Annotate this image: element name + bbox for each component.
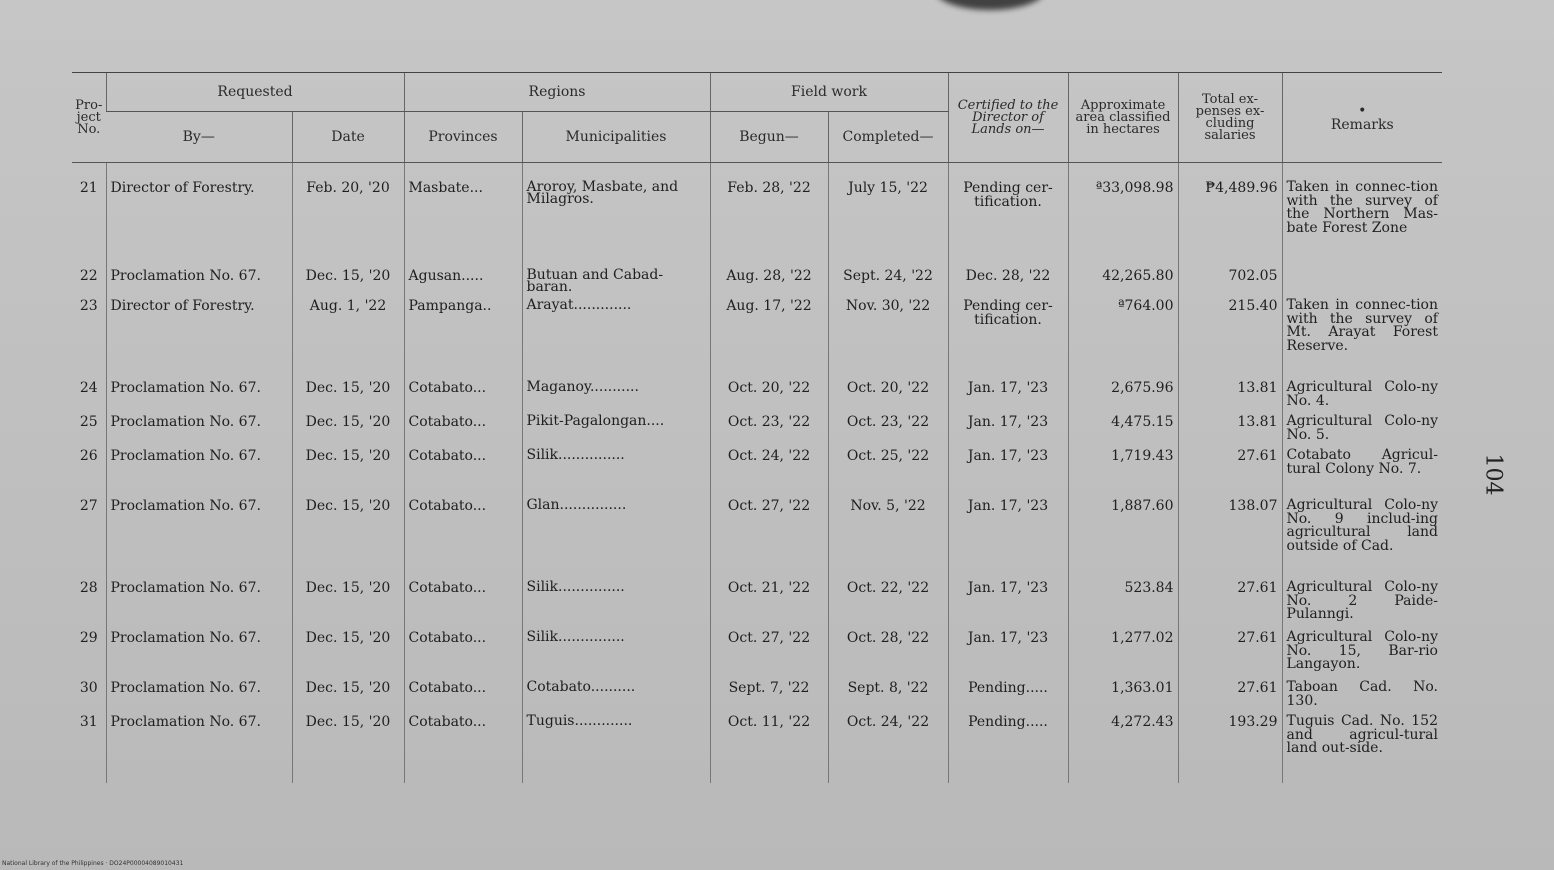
cell-completed: July 15, '22 xyxy=(828,179,948,267)
cell-municipality: Maganoy........... xyxy=(522,379,710,413)
cell-remarks: Agricultural Colo-ny No. 5. xyxy=(1282,413,1442,447)
cell-begun: Oct. 27, '22 xyxy=(710,629,828,679)
cell-requested-date: Dec. 15, '20 xyxy=(292,413,404,447)
cell-begun: Oct. 11, '22 xyxy=(710,713,828,783)
cell-certified: Pending..... xyxy=(948,713,1068,783)
cell-completed: Oct. 20, '22 xyxy=(828,379,948,413)
page-number: 104 xyxy=(1480,453,1506,496)
table-row xyxy=(72,379,1442,413)
cell-requested-date: Dec. 15, '20 xyxy=(292,713,404,783)
cell-expenses: 27.61 xyxy=(1178,579,1282,629)
cell-municipality: Silik............... xyxy=(522,629,710,679)
cell-expenses: 27.61 xyxy=(1178,447,1282,497)
remarks-label: Remarks xyxy=(1330,116,1394,133)
cell-requested-date: Dec. 15, '20 xyxy=(292,447,404,497)
table-row xyxy=(72,447,1442,497)
cell-requested-by: Proclamation No. 67. xyxy=(106,497,292,579)
cell-project-no: 27 xyxy=(79,498,98,514)
cell-project-no: 24 xyxy=(79,380,98,396)
header-municipalities: Municipalities xyxy=(522,112,710,163)
cell-area: 42,265.80 xyxy=(1068,267,1178,297)
header-provinces: Provinces xyxy=(404,112,522,163)
cell-begun: Sept. 7, '22 xyxy=(710,679,828,713)
cell-begun: Aug. 28, '22 xyxy=(710,267,828,297)
cell-municipality: Tuguis............. xyxy=(522,713,710,783)
cell-area: 1,719.43 xyxy=(1068,447,1178,497)
header-requested: Requested xyxy=(106,73,404,112)
cell-completed: Oct. 23, '22 xyxy=(828,413,948,447)
cell-completed: Oct. 25, '22 xyxy=(828,447,948,497)
cell-completed: Oct. 24, '22 xyxy=(828,713,948,783)
cell-certified: Pending cer-tification. xyxy=(948,179,1068,267)
cell-province: Cotabato... xyxy=(404,413,522,447)
cell-requested-by: Proclamation No. 67. xyxy=(106,379,292,413)
cell-municipality: Glan............... xyxy=(522,497,710,579)
cell-certified: Pending..... xyxy=(948,679,1068,713)
cell-requested-date: Dec. 15, '20 xyxy=(292,579,404,629)
cell-certified: Jan. 17, '23 xyxy=(948,497,1068,579)
header-regions: Regions xyxy=(404,73,710,112)
header-completed: Completed— xyxy=(828,112,948,163)
cell-expenses: 13.81 xyxy=(1178,413,1282,447)
cell-certified: Dec. 28, '22 xyxy=(948,267,1068,297)
cell-municipality: Arayat............. xyxy=(522,297,710,379)
cell-expenses: 27.61 xyxy=(1178,629,1282,679)
cell-certified: Jan. 17, '23 xyxy=(948,629,1068,679)
cell-area: 4,272.43 xyxy=(1068,713,1178,783)
cell-remarks: Taken in connec-tion with the survey of the Northern Mas-bate Forest Zone xyxy=(1282,179,1442,267)
cell-certified: Jan. 17, '23 xyxy=(948,447,1068,497)
cell-expenses: 193.29 xyxy=(1178,713,1282,783)
cell-area: 523.84 xyxy=(1068,579,1178,629)
cell-project-no: 30 xyxy=(79,680,98,696)
cell-begun: Oct. 23, '22 xyxy=(710,413,828,447)
cell-area: 1,277.02 xyxy=(1068,629,1178,679)
cell-area: 1,887.60 xyxy=(1068,497,1178,579)
cell-project-no: 26 xyxy=(79,448,98,464)
cell-expenses: 27.61 xyxy=(1178,679,1282,713)
cell-area: ª33,098.98 xyxy=(1068,179,1178,267)
cell-project-no: 28 xyxy=(79,580,98,596)
cell-requested-by: Proclamation No. 67. xyxy=(106,447,292,497)
header-expenses: Total ex-penses ex-cluding salaries xyxy=(1178,73,1282,163)
cell-project-no: 25 xyxy=(79,414,98,430)
cell-municipality: Butuan and Cabad-baran. xyxy=(522,267,710,297)
cell-begun: Oct. 24, '22 xyxy=(710,447,828,497)
header-begun: Begun— xyxy=(710,112,828,163)
header-by: By— xyxy=(106,112,292,163)
table-row xyxy=(72,579,1442,629)
cell-expenses: 215.40 xyxy=(1178,297,1282,379)
cell-province: Pampanga.. xyxy=(404,297,522,379)
cell-remarks: Cotabato Agricul-tural Colony No. 7. xyxy=(1282,447,1442,497)
remarks-bullet: • xyxy=(1358,102,1367,119)
header-area: Approximate area classified in hectares xyxy=(1068,73,1178,163)
cell-remarks: Agricultural Colo-ny No. 4. xyxy=(1282,379,1442,413)
table-body xyxy=(72,163,1442,784)
cell-requested-by: Proclamation No. 67. xyxy=(106,629,292,679)
cell-requested-date: Dec. 15, '20 xyxy=(292,629,404,679)
header-certified: Certified to the Director of Lands on— xyxy=(948,73,1068,163)
header-project-no: Pro-ject No. xyxy=(72,73,106,163)
cell-requested-date: Aug. 1, '22 xyxy=(292,297,404,379)
cell-project-no: 23 xyxy=(79,298,98,314)
cell-municipality: Silik............... xyxy=(522,579,710,629)
cell-province: Agusan..... xyxy=(404,267,522,297)
credit-line: National Library of the Philippines · DO24P00004089010431 xyxy=(2,860,184,867)
cell-remarks: Taboan Cad. No. 130. xyxy=(1282,679,1442,713)
table-row xyxy=(72,629,1442,679)
cell-province: Cotabato... xyxy=(404,579,522,629)
cell-certified: Jan. 17, '23 xyxy=(948,413,1068,447)
table-row xyxy=(72,267,1442,297)
cell-completed: Sept. 24, '22 xyxy=(828,267,948,297)
cell-certified: Jan. 17, '23 xyxy=(948,379,1068,413)
cell-requested-by: Proclamation No. 67. xyxy=(106,713,292,783)
header-field-work: Field work xyxy=(710,73,948,112)
cell-remarks: Tuguis Cad. No. 152 and agricul-tural land out-side. xyxy=(1282,713,1442,783)
cell-requested-date: Feb. 20, '20 xyxy=(292,179,404,267)
cell-area: 4,475.15 xyxy=(1068,413,1178,447)
header-date: Date xyxy=(292,112,404,163)
cell-province: Cotabato... xyxy=(404,629,522,679)
cell-province: Cotabato... xyxy=(404,497,522,579)
cell-requested-by: Proclamation No. 67. xyxy=(106,579,292,629)
table-row xyxy=(72,497,1442,579)
cell-remarks xyxy=(1282,267,1442,297)
cell-completed: Sept. 8, '22 xyxy=(828,679,948,713)
cell-requested-by: Proclamation No. 67. xyxy=(106,413,292,447)
cell-project-no: 21 xyxy=(79,180,98,196)
cell-requested-date: Dec. 15, '20 xyxy=(292,379,404,413)
cell-begun: Oct. 27, '22 xyxy=(710,497,828,579)
cell-certified: Pending cer-tification. xyxy=(948,297,1068,379)
cell-municipality: Pikit-Pagalongan.... xyxy=(522,413,710,447)
cell-remarks: Agricultural Colo-ny No. 2 Paide-Pulanngi. xyxy=(1282,579,1442,629)
cell-begun: Feb. 28, '22 xyxy=(710,179,828,267)
cell-begun: Aug. 17, '22 xyxy=(710,297,828,379)
cell-begun: Oct. 20, '22 xyxy=(710,379,828,413)
cell-requested-by: Director of Forestry. xyxy=(106,297,292,379)
table-row xyxy=(72,713,1442,783)
table-row xyxy=(72,179,1442,267)
cell-completed: Nov. 30, '22 xyxy=(828,297,948,379)
spacer-row xyxy=(72,163,1442,180)
cell-expenses: ₱4,489.96 xyxy=(1178,179,1282,267)
table-row xyxy=(72,297,1442,379)
cell-municipality: Cotabato.......... xyxy=(522,679,710,713)
cell-area: 2,675.96 xyxy=(1068,379,1178,413)
table-row xyxy=(72,413,1442,447)
cell-province: Cotabato... xyxy=(404,713,522,783)
table-row xyxy=(72,679,1442,713)
cell-requested-date: Dec. 15, '20 xyxy=(292,267,404,297)
cell-area: ª764.00 xyxy=(1068,297,1178,379)
cell-expenses: 702.05 xyxy=(1178,267,1282,297)
cell-remarks: Agricultural Colo-ny No. 9 includ-ing agricultural land outside of Cad. xyxy=(1282,497,1442,579)
cell-requested-by: Proclamation No. 67. xyxy=(106,679,292,713)
cell-requested-by: Director of Forestry. xyxy=(106,179,292,267)
cell-remarks: Agricultural Colo-ny No. 15, Bar-rio Langayon. xyxy=(1282,629,1442,679)
header-row-1 xyxy=(72,73,1442,112)
cell-certified: Jan. 17, '23 xyxy=(948,579,1068,629)
cell-requested-by: Proclamation No. 67. xyxy=(106,267,292,297)
cell-expenses: 138.07 xyxy=(1178,497,1282,579)
cell-province: Masbate... xyxy=(404,179,522,267)
cell-completed: Oct. 28, '22 xyxy=(828,629,948,679)
cell-completed: Nov. 5, '22 xyxy=(828,497,948,579)
cell-remarks: Taken in connec-tion with the survey of Mt. Arayat Forest Reserve. xyxy=(1282,297,1442,379)
cell-requested-date: Dec. 15, '20 xyxy=(292,497,404,579)
header-remarks xyxy=(1282,73,1442,163)
forest-classification-table xyxy=(72,72,1442,783)
cell-province: Cotabato... xyxy=(404,379,522,413)
cell-municipality: Silik............... xyxy=(522,447,710,497)
cell-province: Cotabato... xyxy=(404,679,522,713)
cell-project-no: 29 xyxy=(79,630,98,646)
cell-province: Cotabato... xyxy=(404,447,522,497)
cell-project-no: 22 xyxy=(79,268,98,284)
cell-project-no: 31 xyxy=(79,714,98,730)
cell-area: 1,363.01 xyxy=(1068,679,1178,713)
cell-municipality: Aroroy, Masbate, and Milagros. xyxy=(522,179,710,267)
cell-begun: Oct. 21, '22 xyxy=(710,579,828,629)
cell-requested-date: Dec. 15, '20 xyxy=(292,679,404,713)
cell-expenses: 13.81 xyxy=(1178,379,1282,413)
cell-completed: Oct. 22, '22 xyxy=(828,579,948,629)
